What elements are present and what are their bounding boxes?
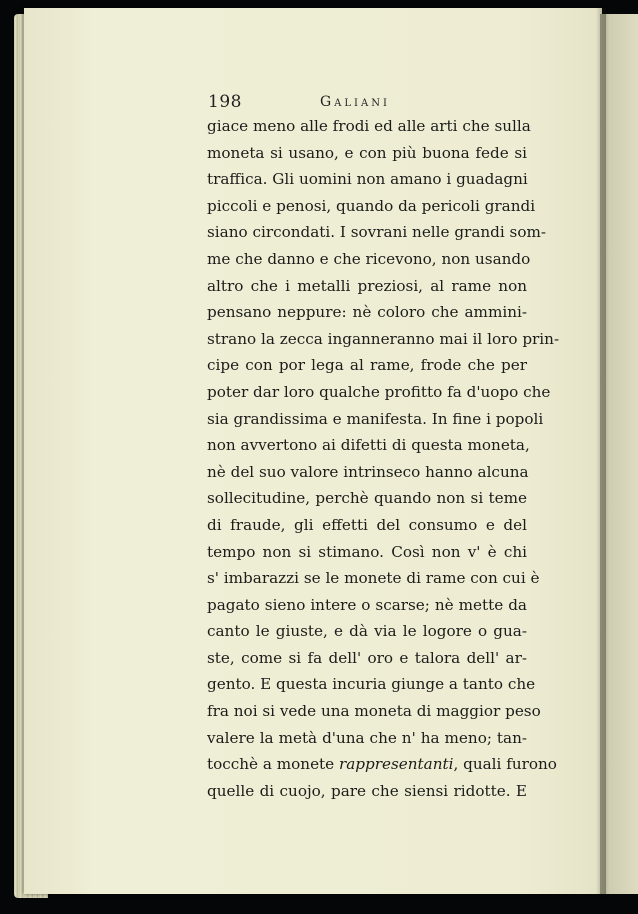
text-line: tempo non si stimano. Così non v' è chi: [207, 542, 527, 561]
text-line: quelle di cuojo, pare che siensi ridotte. E: [207, 781, 527, 800]
text-line: gento. E questa incuria giunge a tanto che: [207, 675, 536, 694]
text-line: s' imbarazzi se le monete di rame con cui è: [207, 569, 540, 588]
gutter-shadow: [596, 8, 606, 894]
page-number: 198: [208, 92, 242, 112]
text-line: pagato sieno intere o scarse; nè mette da: [207, 595, 527, 614]
text-line: moneta si usano, e con più buona fede si: [207, 143, 527, 162]
text-line: ste, come si fa dell' oro e talora dell' ar-: [207, 648, 527, 667]
running-title: Galiani: [320, 94, 390, 110]
text-line: nè del suo valore intrinseco hanno alcuna: [207, 462, 529, 481]
text-line: piccoli e penosi, quando da pericoli grandi: [207, 196, 536, 215]
text-line: strano la zecca inganneranno mai il loro prin-: [207, 329, 560, 348]
text-line: canto le giuste, e dà via le logore o gua-: [207, 622, 527, 641]
text-line: cipe con por lega al rame, frode che per: [207, 356, 527, 375]
text-line: sollecitudine, perchè quando non si teme: [207, 489, 527, 508]
text-line: poter dar loro qualche profitto fa d'uopo che: [207, 382, 551, 401]
text-line: valere la metà d'una che n' ha meno; tan-: [207, 728, 527, 747]
text-line: siano circondati. I sovrani nelle grandi som-: [207, 223, 547, 242]
text-line: altro che i metalli preziosi, al rame non: [207, 276, 527, 295]
text-line: traffica. Gli uomini non amano i guadagni: [207, 170, 528, 189]
body-text: [207, 113, 560, 804]
text-line: sia grandissima e manifesta. In fine i popoli: [207, 409, 544, 428]
text-line-with-italic: [207, 751, 557, 778]
italic-word: rappresentanti: [338, 755, 454, 774]
line-text-after-italic: , quali furono: [453, 755, 557, 774]
text-line: pensano neppure: nè coloro che ammini-: [207, 303, 527, 322]
line-text-before-italic: tocchè a monete: [207, 755, 339, 774]
text-line: di fraude, gli effetti del consumo e del: [207, 515, 527, 534]
text-line: me che danno e che ricevono, non usando: [207, 249, 531, 268]
text-line: fra noi si vede una moneta di maggior peso: [207, 702, 541, 721]
text-line: non avvertono ai difetti di questa moneta,: [207, 436, 530, 455]
text-line: giace meno alle frodi ed alle arti che sulla: [207, 117, 531, 135]
page-header: [208, 92, 528, 112]
